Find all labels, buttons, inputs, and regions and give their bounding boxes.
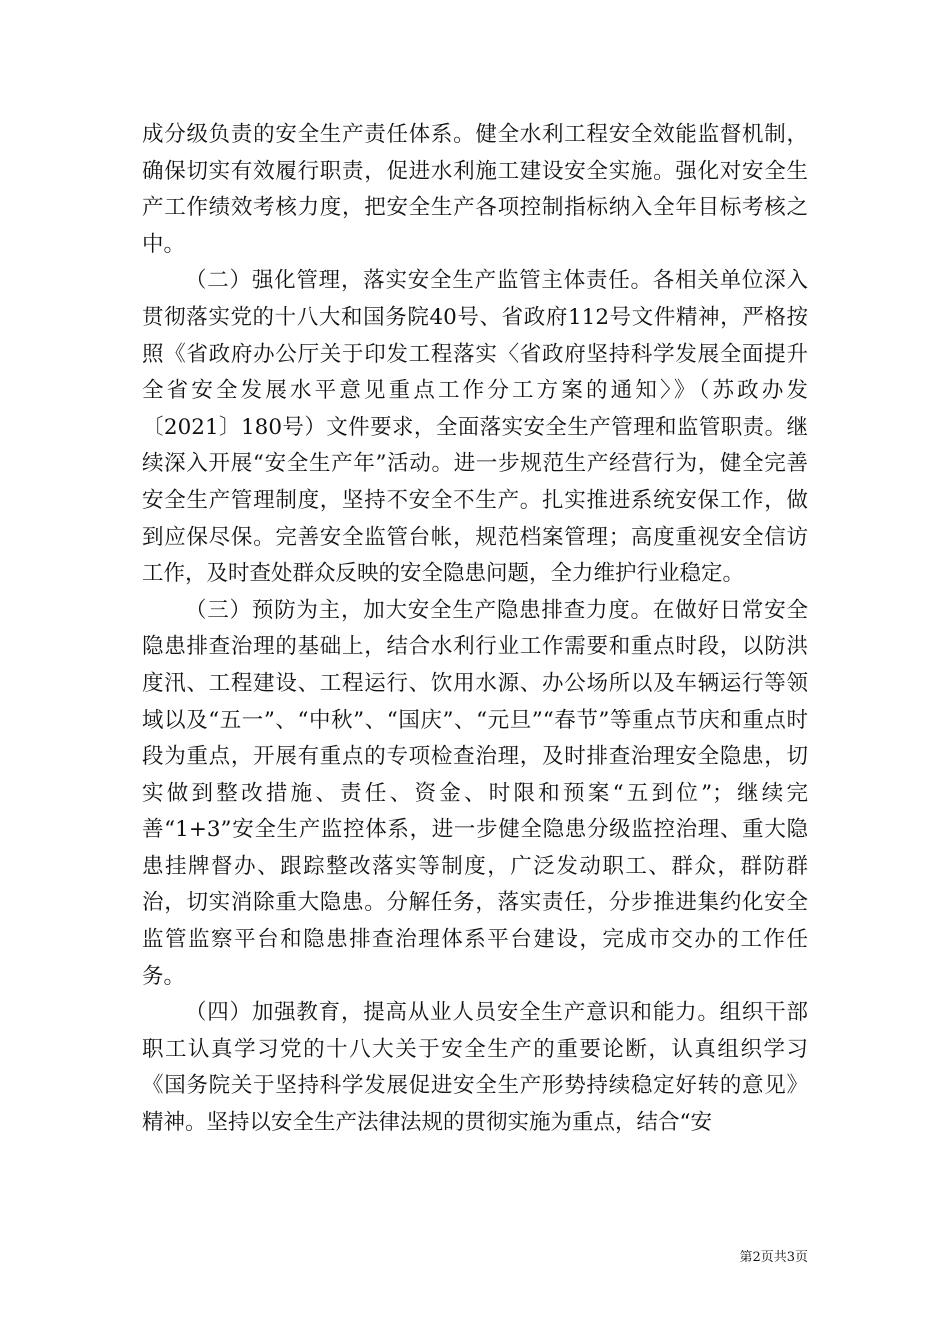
page-number-footer: 第2页共3页	[739, 1250, 808, 1265]
paragraph-2: （二）强化管理，落实安全生产监管主体责任。各相关单位深入贯彻落实党的十八大和国务院40号、省政府112号文件精神，严格按照《省政府办公厅关于印发工程落实〈省政府坚持科学发展全面提升全省安全发展水平意见重点工作分工方案的通知〉》（苏政办发〔2021〕180号）文件要求，全面落实安全生产管理和监管职责。继续深入开展“安全生产年”活动。进一步规范生产经营行为，健全完善安全生产管理制度，坚持不安全不生产。扎实推进系统安保工作，做到应保尽保。完善安全监管台帐，规范档案管理；高度重视安全信访工作，及时查处群众反映的安全隐患问题，全力维护行业稳定。	[142, 268, 808, 587]
paragraph-1: 成分级负责的安全生产责任体系。健全水利工程安全效能监督机制，确保切实有效履行职责，促进水利施工建设安全实施。强化对安全生产工作绩效考核力度，把安全生产各项控制指标纳入全年目标考核之中。	[142, 122, 808, 257]
paragraph-4: （四）加强教育，提高从业人员安全生产意识和能力。组织干部职工认真学习党的十八大关于安全生产的重要论断，认真组织学习《国务院关于坚持科学发展促进安全生产形势持续稳定好转的意见》精神。坚持以安全生产法律法规的贯彻实施为重点，结合“安	[142, 1000, 808, 1136]
document-body	[142, 117, 808, 1142]
paragraph-3: （三）预防为主，加大安全生产隐患排查力度。在做好日常安全隐患排查治理的基础上，结合水利行业工作需要和重点时段，以防洪度汛、工程建设、工程运行、饮用水源、办公场所以及车辆运行等领域以及“五一”、“中秋”、“国庆”、“元旦”“春节”等重点节庆和重点时段为重点，开展有重点的专项检查治理，及时排查治理安全隐患，切实做到整改措施、责任、资金、时限和预案“五到位”；继续完善“1+3”安全生产监控体系，进一步健全隐患分级监控治理、重大隐患挂牌督办、跟踪整改落实等制度，广泛发动职工、群众，群防群治，切实消除重大隐患。分解任务，落实责任，分步推进集约化安全监管监察平台和隐患排查治理体系平台建设，完成市交办的工作任务。	[142, 597, 808, 989]
